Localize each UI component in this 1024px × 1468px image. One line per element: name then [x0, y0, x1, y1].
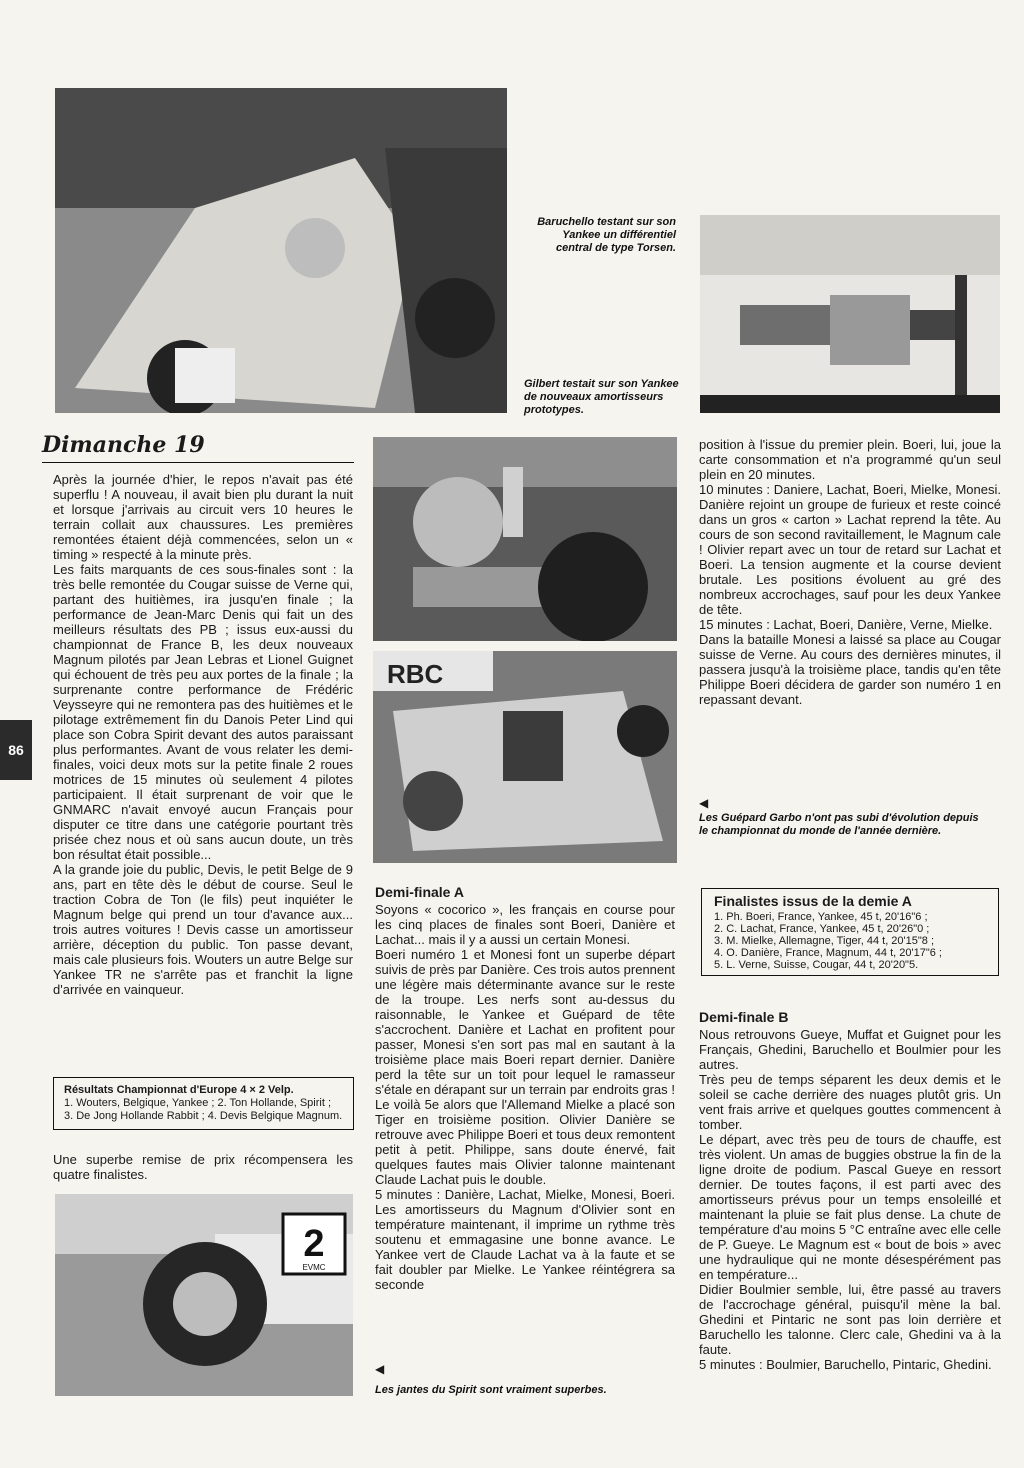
results-box [53, 1077, 354, 1130]
finalist-row: 5. L. Verne, Suisse, Cougar, 44 t, 20'20"5. [714, 959, 919, 971]
column-1 [53, 472, 353, 997]
col3-paragraph: 15 minutes : Lachat, Boeri, Danière, Verne, Mielke. [699, 617, 993, 632]
col1-closing [53, 1152, 353, 1182]
photo-buggy-torsen [55, 88, 507, 413]
column-3-demi-b [699, 1010, 1001, 1372]
caption-baruchello: Baruchello testant sur son Yankee un différentiel central de type Torsen. [537, 216, 676, 254]
arrow-left-icon: ◀ [375, 1362, 385, 1376]
col3-paragraph: 10 minutes : Daniere, Lachat, Boeri, Mielke, Monesi. Danière rejoint un groupe de furieux et reste coincé dans un gros « carton » Lachat reprend la tête. Au cours de son second ravitaillement, le Magnum cale ! Olivier repart avec un tour de retard sur Lachat et Boeri. La tension augmente et la course devient brutale. Les positions évoluent au gré des nombreux accrochages, sauf pour les deux Yankee de tête. [699, 482, 1001, 617]
page-number: 86 [0, 720, 32, 780]
photo-spirit-wheel [55, 1194, 353, 1396]
finalists-box [701, 888, 999, 976]
column-2 [375, 885, 675, 1292]
number-plate-sub: EVMC [302, 1263, 326, 1272]
col2-paragraph: Boeri numéro 1 et Monesi font un superbe départ suivis de près par Danière. Ces trois autos prennent une légère mais déterminante avance sur le reste de la troupe. Les nerfs sont au-dessus du raisonnable, le Yankee et Guépard de tête s'accrochent. Danière et Lachat en profitent pour passer, Monesi s'en sort pas mal en sautant à la troisième place mais Boeri repart dernier. Danière perd la tête sur un toit pour lequel le ramasseur s'étale en dérapant sur un terrain par endroits gras ! Le voilà 5e alors que l'Allemand Mielke a placé son Tiger en troisième position. Olivier Danière se retrouve avec Philippe Boeri et tous deux remontent petit à petit. Philippe, sans doute énervé, fait quelques fautes mais Olivier talonne maintenant Claude Lachat puis le double. [375, 947, 675, 1187]
results-body: 1. Wouters, Belgique, Yankee ; 2. Ton Hollande, Spirit ; 3. De Jong Hollande Rabbit ; 4. Devis Belgique Magnum. [64, 1097, 343, 1122]
col3-paragraph: 5 minutes : Boulmier, Baruchello, Pintaric, Ghedini. [699, 1357, 992, 1372]
rbc-lettering: RBC [387, 659, 444, 689]
col3-paragraph: position à l'issue du premier plein. Boeri, lui, joue la carte consommation et n'a programmé qu'un seul plein en 20 minutes. [699, 437, 1001, 482]
finalists-title: Finalistes issus de la demie A [714, 893, 912, 909]
heading-demi-finale-b: Demi-finale B [699, 1009, 789, 1025]
results-title: Résultats Championnat d'Europe 4 × 2 Velp. [64, 1084, 294, 1096]
photo-guepard-chassis [373, 651, 677, 863]
col2-paragraph: 5 minutes : Danière, Lachat, Mielke, Monesi, Boeri. Les amortisseurs du Magnum d'Olivier sont en température maintenant, il imprime un rythme très soutenu et emmagasine une bonne avance. Le Yankee vert de Claude Lachat va à la faute et se fait doubler par Mielke. Le Yankee réintégrera sa seconde [375, 1187, 675, 1292]
col3-paragraph: Nous retrouvons Gueye, Muffat et Guignet pour les Français, Ghedini, Baruchello et Boulmier pour les autres. [699, 1027, 1001, 1072]
finalist-row: 1. Ph. Boeri, France, Yankee, 45 t, 20'16"6 ; [714, 911, 928, 923]
finalist-row: 3. M. Mielke, Allemagne, Tiger, 44 t, 20'15"8 ; [714, 935, 935, 947]
photo-guepard-engine [373, 437, 677, 641]
finalist-row: 2. C. Lachat, France, Yankee, 45 t, 20'26"0 ; [714, 923, 930, 935]
caption-guepard: Les Guépard Garbo n'ont pas subi d'évolution depuis le championnat du monde de l'année dernière. [699, 812, 979, 837]
col3-paragraph: Le départ, avec très peu de tours de chauffe, est très violent. Un amas de buggies obstrue la fin de la ligne droite de podium. Pascal Gueye en ressort dernier. De toutes façons, il est parti avec des amortisseurs prévus pour un temps ensoleillé et maintenant la pluie se fait plus dense. La chute de température d'au moins 5 °C entraîne avec elle celle de P. Gueye. Le Magnum est « bout de bois » avec une hydraulique qui ne monte désespérément pas en température... [699, 1132, 1001, 1282]
arrow-left-icon: ◀ [699, 796, 709, 810]
col1-paragraph: Les faits marquants de ces sous-finales sont : la très belle remontée du Cougar suisse de Verne qui, partant des huitièmes, ira jusqu'en finale ; la performance de Jean-Marc Denis qui fait un des meilleurs résultats des PB ; issus eux-aussi du championnat de France B, les deux nouveaux Magnum pilotés par Jean Lebras et Lionel Guignet qui échouent de très peu aux portes de la finale ; la surprenante contre performance de Frédéric Veysseyre qui ne remontera pas des huitièmes et le pilotage extrêmement fin du Danois Peter Lind qui place son Cobra Spirit devant des autos paraissant plus performantes. Avant de vous relater les demi-finales, voici deux mots sur la petite finale 2 roues motrices de 15 minutes où seulement 4 pilotes participaient. Il était surprenant de voir que le GNMARC n'avait envoyé aucun Français pour disputer ce titre dans une catégorie pourtant très prisée chez nous et où sans aucun doute, un très bon résultat était possible... [53, 562, 353, 862]
heading-demi-finale-a: Demi-finale A [375, 884, 464, 900]
col3-paragraph: Didier Boulmier semble, lui, être passé au travers de l'accrochage général, puisqu'il mène la bal. Ghedini et Pintaric ne sont pas loin derrière et Baruchello les talonne. Clerc cale, Ghedini va à la faute. [699, 1282, 1001, 1357]
caption-gilbert: Gilbert testait sur son Yankee de nouveaux amortisseurs prototypes. [524, 378, 679, 416]
col1-paragraph: A la grande joie du public, Devis, le petit Belge de 9 ans, part en tête dès le début de course. Seul le traction Cobra de Ton (le fils) peut inquiéter le Magnum belge qui prend un tour d'avance aux... trois autres voitures ! Devis casse un amortisseur arrière, déception du public. Ton passe devant, mais cale plusieurs fois. Wouters un autre Belge sur Yankee TR ne s'arrête pas et franchit la ligne d'arrivée en vainqueur. [53, 862, 353, 997]
photo-differential [700, 215, 1000, 413]
finalist-row: 4. O. Danière, France, Magnum, 44 t, 20'17"6 ; [714, 947, 942, 959]
heading-rule [42, 462, 354, 463]
heading-dimanche: Dimanche 19 [42, 432, 205, 458]
col3-paragraph: Très peu de temps séparent les deux demis et le soleil se cache derrière des nuages plutôt gris. Un vent frais arrive et quelques gouttes commencent à tomber. [699, 1072, 1001, 1132]
column-3 [699, 437, 1001, 707]
col2-paragraph: Soyons « cocorico », les français en course pour les cinq places de finales sont Boeri, Danière et Lachat... mais il y a aussi un certain Monesi. [375, 902, 675, 947]
number-plate-digit: 2 [303, 1223, 325, 1265]
col3-paragraph: Dans la bataille Monesi a laissé sa place au Cougar suisse de Verne. Au cours des dernières minutes, il passera jusqu'à la troisième place, tandis qu'en tête Philippe Boeri décidera de garder son numéro 1 en repassant devant. [699, 632, 1001, 707]
caption-spirit: Les jantes du Spirit sont vraiment superbes. [375, 1384, 607, 1396]
col1-paragraph: Une superbe remise de prix récompensera les quatre finalistes. [53, 1152, 353, 1182]
col1-paragraph: Après la journée d'hier, le repos n'avait pas été superflu ! A nouveau, il avait bien plu durant la nuit et lorsque j'arrivais au circuit vers 10 heures le terrain collait aux chaussures. Les premières remontées étaient déjà commencées, selon un « timing » respecté à la minute près. [53, 472, 353, 562]
